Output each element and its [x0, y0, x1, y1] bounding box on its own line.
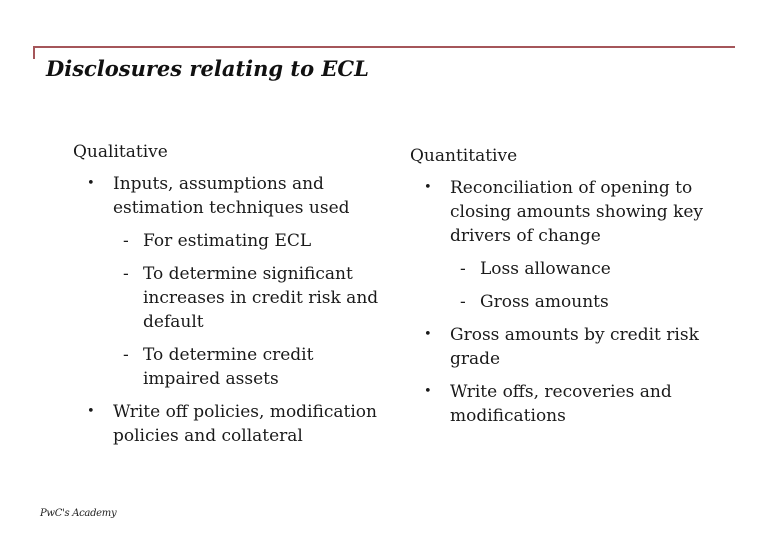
bullet-icon: • [87, 176, 95, 191]
dash-icon: - [460, 259, 466, 279]
dash-icon: - [123, 231, 129, 251]
bullet-icon: • [424, 327, 432, 342]
list-item [410, 380, 740, 428]
quantitative-heading: Quantitative [410, 146, 518, 166]
list-subitem-text: Loss allowance [480, 259, 611, 279]
dash-icon: - [460, 292, 466, 312]
list-item-text: Gross amounts by credit risk grade [450, 325, 699, 369]
list-item [410, 323, 740, 371]
list-subitem [73, 229, 393, 253]
list-item [410, 176, 740, 248]
list-item-text: Write offs, recoveries and modifications [450, 382, 672, 426]
quantitative-column [410, 144, 740, 437]
list-subitem-text: To determine credit impaired assets [143, 345, 314, 389]
bullet-icon: • [87, 404, 95, 419]
list-subitem-text: To determine significant increases in credit risk and default [143, 264, 379, 332]
slide-title: Disclosures relating to ECL [46, 56, 369, 81]
qualitative-heading: Qualitative [73, 142, 168, 162]
list-item-text: Inputs, assumptions and estimation techniques used [113, 174, 350, 218]
list-subitem-text: Gross amounts [480, 292, 609, 312]
title-rule-corner [33, 46, 35, 59]
list-item-text: Write off policies, modification policies and collateral [113, 402, 377, 446]
footer-brand: PwC's Academy [40, 508, 117, 519]
list-item [73, 400, 393, 448]
list-item [73, 172, 393, 220]
title-rule [33, 46, 735, 48]
list-item-text: Reconciliation of opening to closing amounts showing key drivers of change [450, 178, 704, 246]
qualitative-column [73, 140, 393, 457]
dash-icon: - [123, 345, 129, 365]
dash-icon: - [123, 264, 129, 284]
bullet-icon: • [424, 180, 432, 195]
bullet-icon: • [424, 384, 432, 399]
list-subitem [410, 257, 740, 281]
list-subitem-text: For estimating ECL [143, 231, 312, 251]
list-subitem [73, 343, 393, 391]
list-subitem [410, 290, 740, 314]
list-subitem [73, 262, 393, 334]
